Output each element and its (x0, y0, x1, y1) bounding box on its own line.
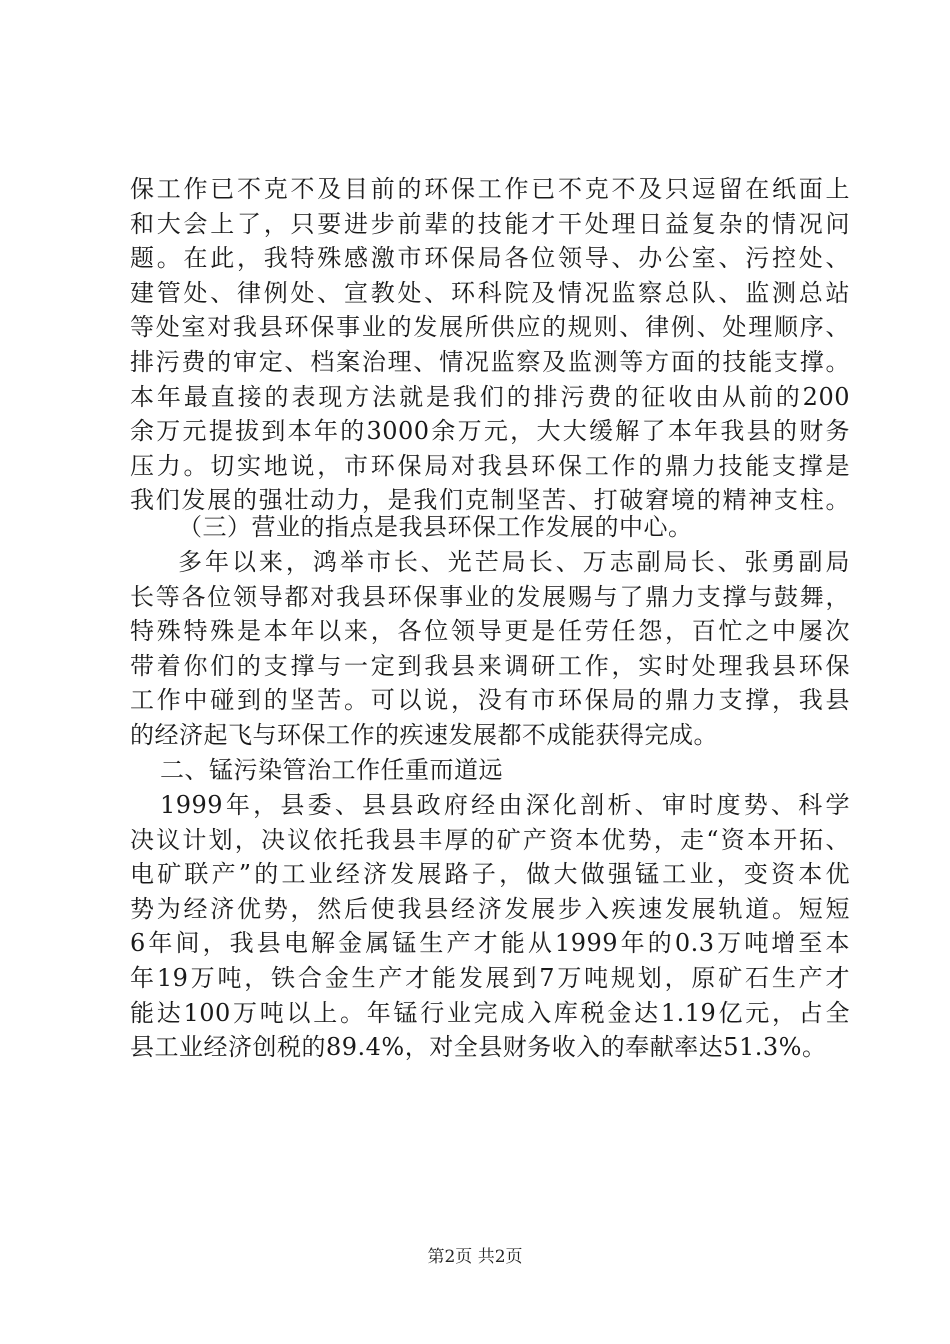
text-line: 压力。切实地说，市环保局对我县环保工作的鼎力技能支撑是 (130, 451, 850, 480)
text-line: 和大会上了，只要进步前辈的技能才干处理日益复杂的情况问 (130, 209, 850, 238)
section-heading-manganese (130, 753, 850, 788)
section-heading: （三）营业的指点是我县环保工作发展的中心。 (178, 513, 693, 541)
paragraph-technical-support (130, 172, 850, 518)
text-line: 能达100万吨以上。年锰行业完成入库税金达1.19亿元，占全 (130, 998, 850, 1027)
text-line: 的经济起飞与环保工作的疾速发展都不成能获得完成。 (130, 720, 718, 749)
paragraph-leadership-support (130, 545, 850, 753)
paragraph-manganese-industry (130, 788, 850, 1065)
text-line: 年19万吨，铁合金生产才能发展到7万吨规划，原矿石生产才 (130, 963, 850, 992)
text-line: 建管处、律例处、宣教处、环科院及情况监察总队、监测总站 (130, 278, 850, 307)
text-line: 工作中碰到的坚苦。可以说，没有市环保局的鼎力支撑，我县 (130, 686, 850, 715)
text-line: 保工作已不克不及目前的环保工作已不克不及只逗留在纸面上 (130, 175, 850, 203)
text-line: 余万元提拔到本年的3000余万元，大大缓解了本年我县的财务 (130, 417, 850, 446)
text-line: 1999年，县委、县县政府经由深化剖析、审时度势、科学 (160, 791, 850, 819)
section-heading: 二、锰污染管治工作任重而道远 (160, 756, 503, 784)
text-line: 多年以来，鸿举市长、光芒局长、万志副局长、张勇副局 (178, 548, 850, 576)
text-line: 带着你们的支撑与一定到我县来调研工作，实时处理我县环保 (130, 651, 850, 680)
text-line: 我们发展的强壮动力，是我们克制坚苦、打破窘境的精神支柱。 (130, 486, 850, 515)
text-line: 本年最直接的表现方法就是我们的排污费的征收由从前的200 (130, 382, 850, 411)
text-line: 势为经济优势，然后使我县经济发展步入疾速发展轨道。短短 (130, 894, 850, 923)
text-line: 长等各位领导都对我县环保事业的发展赐与了鼎力支撑与鼓舞， (130, 582, 850, 611)
text-line: 县工业经济创税的89.4%，对全县财务收入的奉献率达51.3%。 (130, 1033, 827, 1062)
text-line: 特殊特殊是本年以来，各位领导更是任劳任怨，百忙之中屡次 (130, 617, 850, 646)
text-line: 题。在此，我特殊感激市环保局各位领导、办公室、污控处、 (130, 244, 850, 273)
text-line: 决议计划，决议依托我县丰厚的矿产资本优势，走“资本开拓、 (130, 825, 850, 854)
text-line: 排污费的审定、档案治理、情况监察及监测等方面的技能支撑。 (130, 347, 850, 376)
text-line: 6年间，我县电解金属锰生产才能从1999年的0.3万吨增至本 (130, 929, 850, 958)
text-line: 等处室对我县环保事业的发展所供应的规则、律例、处理顺序、 (130, 313, 850, 342)
page-number: 第2页 共2页 (427, 1247, 523, 1267)
text-line: 电矿联产”的工业经济发展路子，做大做强锰工业，变资本优 (130, 860, 850, 889)
subheading-guidance (130, 510, 850, 545)
